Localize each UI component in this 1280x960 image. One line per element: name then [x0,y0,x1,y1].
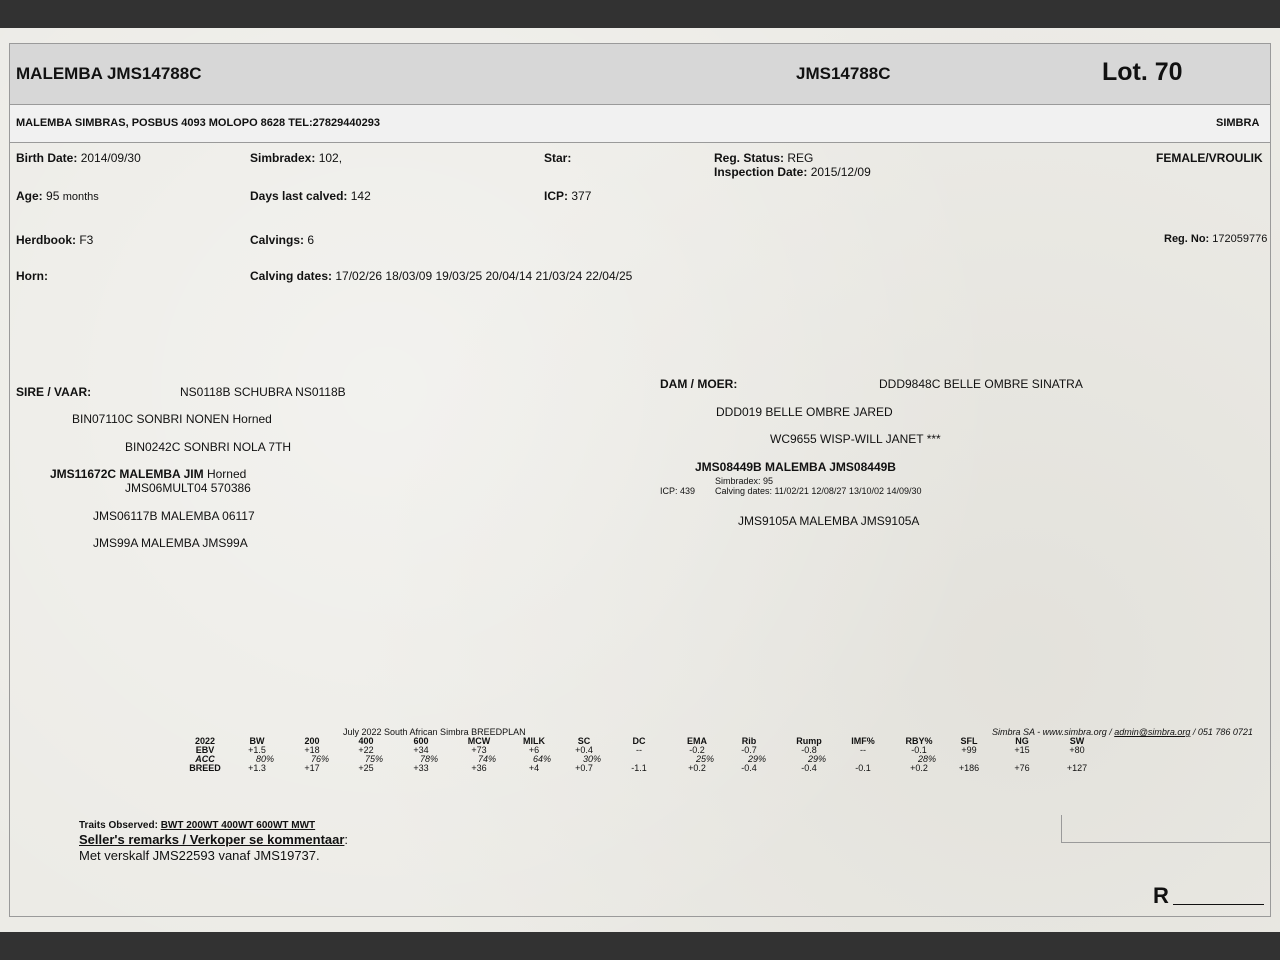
traits-observed: Traits Observed: BWT 200WT 400WT 600WT MWT [79,820,316,831]
animal-title: MALEMBA JMS14788C [16,64,202,83]
breedplan-cell: 80% [255,754,274,764]
breedplan-cell: +6 [528,745,540,755]
breedplan-cell: +4 [528,763,540,773]
breedplan-cell: -- [636,745,642,755]
breedplan-cell: 76% [310,754,329,764]
breedplan-header-cell: MILK [523,736,545,746]
breedplan-cell: +186 [958,763,980,773]
breedplan-header-cell: NG [1015,736,1029,746]
breedplan-cell: BREED [189,763,221,773]
herdbook: Herdbook: F3 [16,233,94,247]
signature-box [1061,815,1271,843]
breedplan-header-cell: SW [1069,736,1085,746]
breedplan-header-cell: RBY% [905,736,933,746]
price-currency: R [1153,883,1169,908]
dam-sire-sire: WC9655 WISP-WILL JANET *** [770,432,941,446]
dam-dam-dam: JMS9105A MALEMBA JMS9105A [738,514,920,528]
icp: ICP: 377 [544,189,592,203]
animal-id: JMS14788C [796,64,891,83]
seller-remarks-text: Met verskalf JMS22593 vanaf JMS19737. [79,848,320,863]
breedplan-header-cell: Rib [741,736,757,746]
dam-label: DAM / MOER: [660,377,738,391]
breedplan-cell: 78% [419,754,438,764]
horn: Horn: [16,269,48,283]
breedplan-cell: +22 [358,745,374,755]
owner-address: MALEMBA SIMBRAS, POSBUS 4093 MOLOPO 8628 TEL:27829440293 [16,117,380,129]
sire-name: NS0118B SCHUBRA NS0118B [180,385,346,399]
lot-number: Lot. 70 [1102,58,1183,86]
sire-sire-dam: JMS06117B MALEMBA 06117 [93,509,255,523]
birth-date: Birth Date: 2014/09/30 [16,151,141,165]
calving-dates: Calving dates: 17/02/26 18/03/09 19/03/25 20/04/14 21/03/24 22/04/25 [250,269,633,283]
dam-dam-calving-dates: Calving dates: 11/02/21 12/08/27 13/10/02 14/09/30 [715,486,922,496]
breedplan-cell: 25% [695,754,714,764]
dam-dam: JMS08449B MALEMBA JMS08449B [695,460,896,474]
sire-dam-dam: JMS99A MALEMBA JMS99A [93,536,248,550]
days-last-calved: Days last calved: 142 [250,189,371,203]
breedplan-cell: 29% [747,754,766,764]
breedplan-cell: 29% [807,754,826,764]
sire-dam-sire: JMS06MULT04 570386 [125,481,251,495]
reg-status: Reg. Status: REG [714,151,814,165]
breedplan-header-cell: SC [577,736,591,746]
breedplan-cell: +36 [471,763,487,773]
breedplan-header-cell: Rump [796,736,822,746]
breedplan-cell: -0.1 [855,763,871,773]
breedplan-cell: -0.1 [911,745,927,755]
breedplan-title: July 2022 South African Simbra BREEDPLAN [343,727,526,737]
breedplan-header-cell: SFL [960,736,978,746]
breedplan-cell: +0.4 [575,745,593,755]
sire-sire: BIN07110C SONBRI NONEN Horned [72,412,272,426]
dam-name: DDD9848C BELLE OMBRE SINATRA [879,377,1083,391]
breedplan-cell: +34 [413,745,429,755]
breedplan-cell: 74% [477,754,496,764]
reg-no: Reg. No: 172059776 [1164,233,1268,245]
sale-card [0,28,1280,932]
breedplan-cell: -0.7 [741,745,757,755]
breedplan-cell: -1.1 [631,763,647,773]
breedplan-header-cell: IMF% [851,736,875,746]
breedplan-cell: +80 [1069,745,1085,755]
inspection-date: Inspection Date: 2015/12/09 [714,165,871,179]
breedplan-cell: ACC [195,754,215,764]
breedplan-header-cell: 2022 [194,736,216,746]
calvings: Calvings: 6 [250,233,315,247]
breedplan-header-cell: MCW [467,736,491,746]
breed-label: SIMBRA [1216,117,1260,129]
breedplan-cell: +99 [961,745,977,755]
breedplan-cell: +73 [471,745,487,755]
sire-sire-sire: BIN0242C SONBRI NOLA 7TH [125,440,292,454]
dam-sire: DDD019 BELLE OMBRE JARED [716,405,893,419]
dam-dam-icp: ICP: 439 [660,486,696,496]
breedplan-source: Simbra SA - www.simbra.org / admin@simbra.org / 051 786 0721 [992,727,1253,737]
star: Star: [544,151,572,165]
breedplan-header-cell: BW [249,736,265,746]
breedplan-cell: +127 [1066,763,1088,773]
sire-dam: JMS11672C MALEMBA JIM Horned [50,467,247,481]
breedplan-cell: 30% [582,754,601,764]
breedplan-header-cell: 200 [304,736,320,746]
breedplan-cell: +1.5 [248,745,266,755]
breedplan-header-cell: EMA [687,736,707,746]
breedplan-cell: 75% [364,754,383,764]
sex-label: FEMALE/VROULIK [1156,151,1263,165]
breedplan-cell: +15 [1014,745,1030,755]
breedplan-cell: -0.8 [801,745,817,755]
breedplan-cell: +25 [358,763,374,773]
breedplan-cell: +0.2 [910,763,928,773]
breedplan-cell: +1.3 [248,763,266,773]
breedplan-cell: -- [860,745,866,755]
breedplan-cell: +0.7 [575,763,593,773]
breedplan-cell: +17 [304,763,320,773]
breedplan-cell: 28% [917,754,936,764]
breedplan-header-cell: 600 [413,736,429,746]
breedplan-cell: -0.2 [689,745,705,755]
sire-label: SIRE / VAAR: [16,385,92,399]
age: Age: 95 months [16,189,99,203]
breedplan-cell: +33 [413,763,429,773]
breedplan-cell: +76 [1014,763,1030,773]
breedplan-cell: -0.4 [801,763,817,773]
seller-remarks-heading: Seller's remarks / Verkoper se kommentaar: [79,832,349,847]
breedplan-header-cell: 400 [358,736,374,746]
breedplan-header-cell: DC [632,736,646,746]
breedplan-cell: EBV [195,745,215,755]
dam-dam-simbradex: Simbradex: 95 [715,476,774,486]
breedplan-cell: +18 [304,745,320,755]
breedplan-cell: 64% [532,754,551,764]
breedplan-cell: +0.2 [688,763,706,773]
price-line[interactable] [1173,904,1264,905]
breedplan-cell: -0.4 [741,763,757,773]
simbradex: Simbradex: 102, [250,151,343,165]
